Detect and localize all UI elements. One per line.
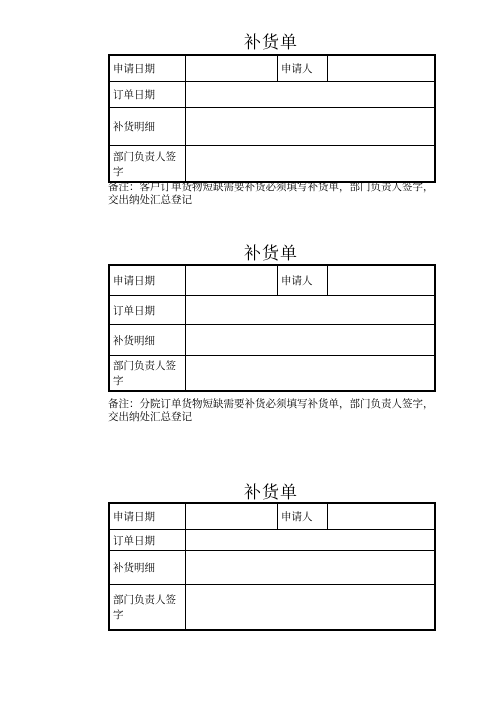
order-date-field[interactable]: [186, 296, 434, 324]
form-remark: 备注：分院订单货物短缺需要补货必须填写补货单，部门负责人签字，交出纳处汇总登记: [108, 398, 434, 423]
apply-date-field[interactable]: [186, 266, 278, 295]
form-title: 补货单: [244, 244, 298, 264]
applicant-field[interactable]: [328, 504, 434, 529]
order-date-label: 订单日期: [110, 296, 186, 324]
order-date-label: 订单日期: [110, 530, 186, 550]
order-date-field[interactable]: [186, 82, 434, 107]
applicant-label: 申请人: [278, 266, 328, 295]
form-remark: 备注：客户订单货物短缺需要补货必须填写补货单，部门负责人签字，交出纳处汇总登记: [108, 181, 434, 206]
dept-sign-label: 部门负责人签字: [110, 146, 186, 181]
row-order-date: [110, 295, 434, 324]
row-apply-date: [110, 504, 434, 529]
row-apply-date: [110, 56, 434, 81]
dept-sign-field[interactable]: [186, 356, 434, 390]
apply-date-label: 申请日期: [110, 266, 186, 295]
dept-sign-label: 部门负责人签字: [110, 356, 186, 390]
order-date-label: 订单日期: [110, 82, 186, 107]
dept-sign-label: 部门负责人签字: [110, 585, 186, 629]
details-field[interactable]: [186, 325, 434, 355]
row-order-date: [110, 81, 434, 107]
dept-sign-field[interactable]: [186, 146, 434, 181]
form-title: 补货单: [244, 33, 298, 53]
row-dept-sign: [110, 355, 434, 390]
order-date-field[interactable]: [186, 530, 434, 550]
details-label: 补货明细: [110, 551, 186, 584]
row-dept-sign: [110, 584, 434, 629]
apply-date-label: 申请日期: [110, 56, 186, 81]
row-details: [110, 107, 434, 145]
applicant-label: 申请人: [278, 504, 328, 529]
details-field[interactable]: [186, 108, 434, 145]
row-dept-sign: [110, 145, 434, 181]
apply-date-field[interactable]: [186, 56, 278, 81]
row-details: [110, 550, 434, 584]
row-details: [110, 324, 434, 355]
row-apply-date: [110, 266, 434, 295]
form-table: [108, 502, 436, 631]
applicant-field[interactable]: [328, 56, 434, 81]
apply-date-label: 申请日期: [110, 504, 186, 529]
apply-date-field[interactable]: [186, 504, 278, 529]
row-order-date: [110, 529, 434, 550]
applicant-field[interactable]: [328, 266, 434, 295]
details-label: 补货明细: [110, 325, 186, 355]
dept-sign-field[interactable]: [186, 585, 434, 629]
details-field[interactable]: [186, 551, 434, 584]
form-table: [108, 54, 436, 183]
details-label: 补货明细: [110, 108, 186, 145]
form-title: 补货单: [244, 483, 298, 503]
applicant-label: 申请人: [278, 56, 328, 81]
form-table: [108, 264, 436, 392]
